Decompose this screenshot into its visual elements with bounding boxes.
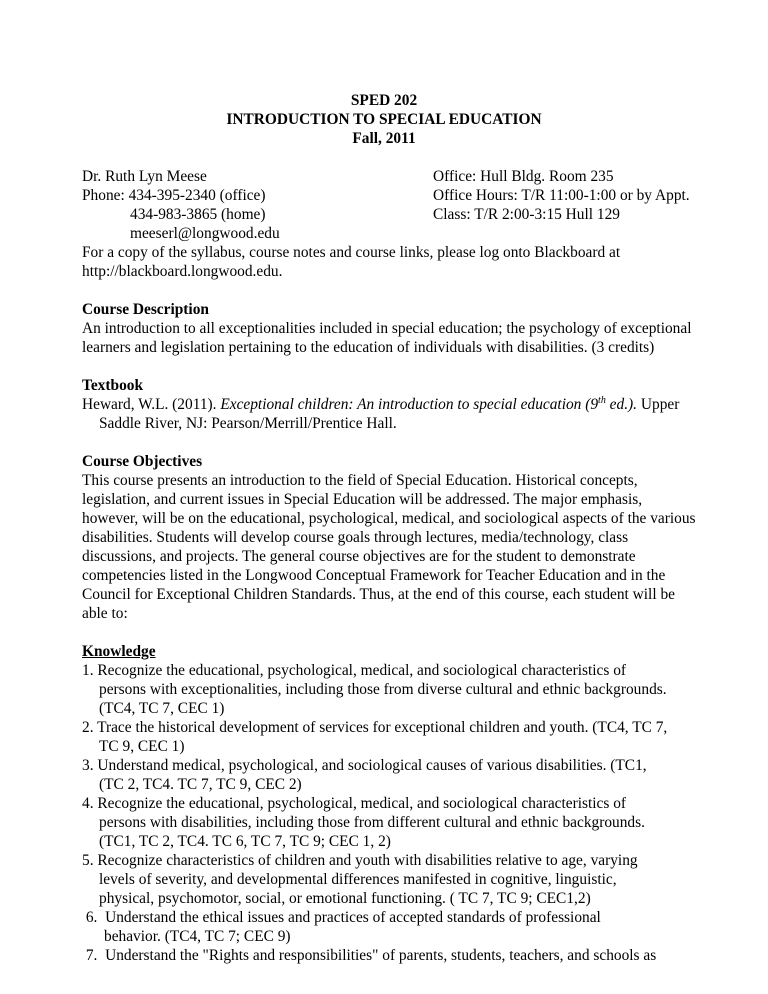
textbook-citation-tail: Upper (637, 396, 680, 413)
course-description-line: learners and legislation pertaining to the education of individuals with disabilities. (3 credits) (82, 339, 655, 356)
course-term: Fall, 2011 (352, 130, 416, 147)
blackboard-note-line: For a copy of the syllabus, course notes and course links, please log onto Blackboard at (82, 244, 621, 261)
course-description-heading: Course Description (82, 301, 209, 318)
office-phone: Phone: 434-395-2340 (office) (82, 187, 266, 204)
knowledge-item-5-cont: physical, psychomotor, social, or emotional functioning. ( TC 7, TC 9; CEC1,2) (99, 890, 591, 907)
objectives-line: Council for Exceptional Children Standards. Thus, at the end of this course, each student will be (82, 586, 675, 603)
course-title: INTRODUCTION TO SPECIAL EDUCATION (226, 111, 542, 128)
objectives-line: disabilities. Students will develop course goals through lectures, media/technology, class (82, 529, 629, 546)
office-location: Office: Hull Bldg. Room 235 (433, 168, 614, 185)
textbook-author: Heward, W.L. (2011). (82, 396, 221, 413)
knowledge-item-7: 7. Understand the "Rights and responsibilities" of parents, students, teachers, and schools as (82, 947, 657, 964)
knowledge-item-4-cont: persons with disabilities, including those from different cultural and ethnic backgrounds. (99, 814, 645, 831)
course-objectives-heading: Course Objectives (82, 453, 203, 470)
knowledge-item-4: 4. Recognize the educational, psychological, medical, and sociological characteristics of (82, 795, 627, 812)
knowledge-item-6: 6. Understand the ethical issues and practices of accepted standards of professional (82, 909, 601, 926)
knowledge-item-1: 1. Recognize the educational, psychological, medical, and sociological characteristics of (82, 662, 627, 679)
knowledge-item-3: 3. Understand medical, psychological, and sociological causes of various disabilities. (TC1, (82, 757, 647, 774)
knowledge-item-5-cont: levels of severity, and developmental differences manifested in cognitive, linguistic, (99, 871, 617, 888)
objectives-line: legislation, and current issues in Special Education will be addressed. The major emphasis, (82, 491, 643, 508)
course-header (0, 91, 768, 148)
instructor-name: Dr. Ruth Lyn Meese (82, 168, 207, 185)
textbook-title: Exceptional children: An introduction to special education (9th ed.). (220, 394, 638, 413)
textbook-publisher: Saddle River, NJ: Pearson/Merrill/Prentice Hall. (99, 415, 397, 432)
knowledge-section (82, 642, 722, 965)
knowledge-item-2-cont: TC 9, CEC 1) (99, 738, 185, 755)
knowledge-item-1-cont: persons with exceptionalities, including those from diverse cultural and ethnic backgrounds. (99, 681, 667, 698)
office-hours: Office Hours: T/R 11:00-1:00 or by Appt. (433, 187, 690, 204)
home-phone: 434-983-3865 (home) (130, 206, 266, 223)
course-description-line: An introduction to all exceptionalities included in special education; the psychology of exceptional (82, 320, 692, 337)
blackboard-link[interactable]: http://blackboard.longwood.edu. (82, 263, 283, 280)
course-description-section (82, 300, 722, 357)
course-code: SPED 202 (350, 92, 418, 109)
objectives-line: discussions, and projects. The general course objectives are for the student to demonstrate (82, 548, 636, 565)
objectives-line: This course presents an introduction to the field of Special Education. Historical concepts, (82, 472, 638, 489)
class-time: Class: T/R 2:00-3:15 Hull 129 (433, 206, 620, 223)
knowledge-item-3-cont: (TC 2, TC4. TC 7, TC 9, CEC 2) (99, 776, 302, 793)
blackboard-note (82, 243, 722, 281)
knowledge-item-6-cont: behavior. (TC4, TC 7; CEC 9) (104, 928, 291, 945)
knowledge-item-4-cont: (TC1, TC 2, TC4. TC 6, TC 7, TC 9; CEC 1, 2) (99, 833, 391, 850)
objectives-line: able to: (82, 605, 128, 622)
textbook-heading: Textbook (82, 377, 144, 394)
instructor-email[interactable]: meeserl@longwood.edu (130, 225, 280, 242)
textbook-section (82, 376, 722, 433)
course-objectives-section (82, 452, 722, 623)
knowledge-heading: Knowledge (82, 643, 156, 660)
knowledge-item-1-cont: (TC4, TC 7, CEC 1) (99, 700, 225, 717)
knowledge-item-2: 2. Trace the historical development of services for exceptional children and youth. (TC4, TC 7, (82, 719, 668, 736)
objectives-line: however, will be on the educational, psychological, medical, and sociological aspects of the various (82, 510, 696, 527)
knowledge-item-5: 5. Recognize characteristics of children and youth with disabilities relative to age, varying (82, 852, 638, 869)
objectives-line: competencies listed in the Longwood Conceptual Framework for Teacher Education and in the (82, 567, 666, 584)
textbook-citation (82, 395, 722, 414)
